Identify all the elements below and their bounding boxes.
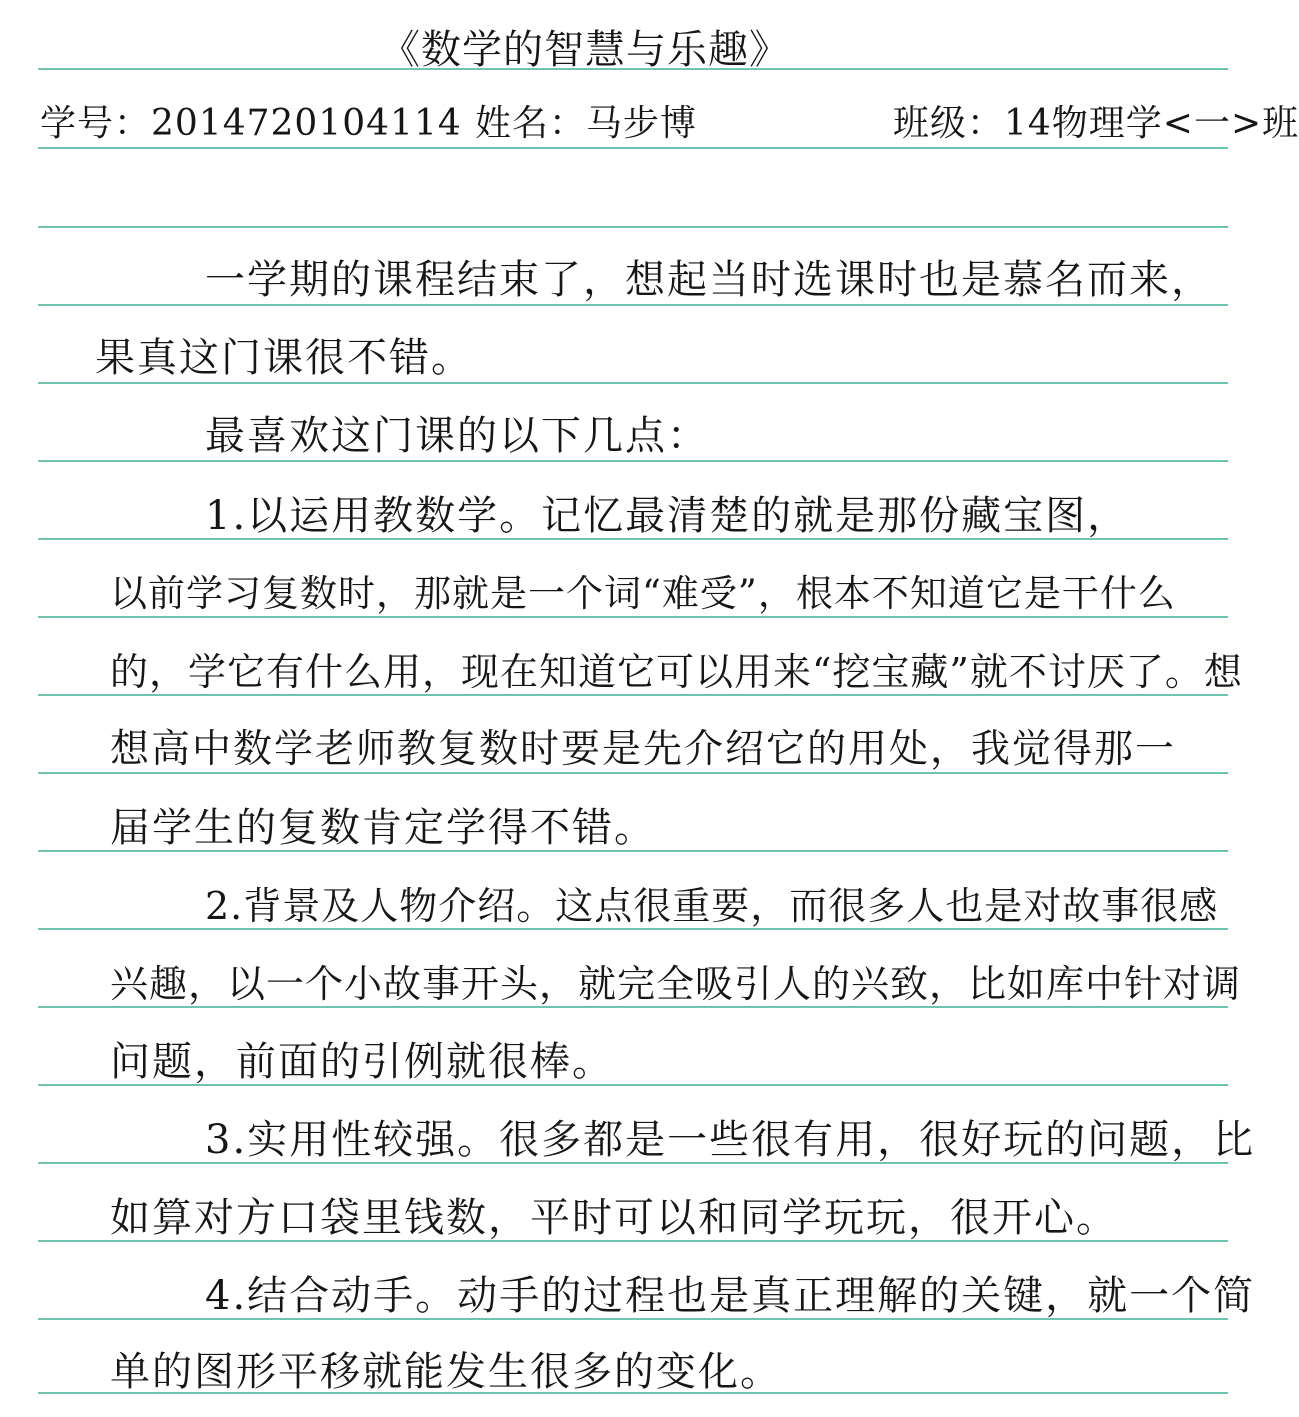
- essay-line: 以前学习复数时，那就是一个词“难受”，根本不知道它是干什么: [110, 572, 1176, 615]
- essay-line: 一学期的课程结束了，想起当时选课时也是慕名而来，: [205, 257, 1213, 303]
- essay-line: 届学生的复数肯定学得不错。: [110, 805, 656, 851]
- essay-line: 如算对方口袋里钱数，平时可以和同学玩玩，很开心。: [110, 1195, 1118, 1241]
- essay-title: 《数学的智慧与乐趣》: [380, 27, 790, 73]
- essay-line: 兴趣，以一个小故事开头，就完全吸引人的兴致，比如库中针对调: [110, 962, 1242, 1006]
- ruled-line: [38, 304, 1228, 306]
- ruled-line: [38, 382, 1228, 384]
- essay-line: 果真这门课很不错。: [95, 335, 473, 381]
- essay-line: 的，学它有什么用，现在知道它可以用来“挖宝藏”就不讨厌了。想: [110, 650, 1243, 694]
- student-class: 班级：14物理学<一>班: [893, 103, 1299, 144]
- essay-line: 单的图形平移就能发生很多的变化。: [110, 1349, 782, 1395]
- essay-line: 2.背景及人物介绍。这点很重要，而很多人也是对故事很感: [205, 884, 1219, 928]
- ruled-line: [38, 226, 1228, 228]
- student-id: 学号：2014720104114: [40, 103, 462, 144]
- essay-line: 最喜欢这门课的以下几点：: [205, 413, 709, 459]
- ruled-line: [38, 460, 1228, 462]
- student-name: 姓名：马步博: [475, 103, 698, 144]
- essay-line: 3.实用性较强。很多都是一些很有用，很好玩的问题，比: [205, 1117, 1256, 1163]
- essay-line: 4.结合动手。动手的过程也是真正理解的关键，就一个简: [205, 1273, 1256, 1319]
- essay-line: 1.以运用教数学。记忆最清楚的就是那份藏宝图，: [205, 493, 1130, 539]
- essay-line: 问题，前面的引例就很棒。: [110, 1039, 614, 1085]
- essay-line: 想高中数学老师教复数时要是先介绍它的用处，我觉得那一: [110, 727, 1177, 772]
